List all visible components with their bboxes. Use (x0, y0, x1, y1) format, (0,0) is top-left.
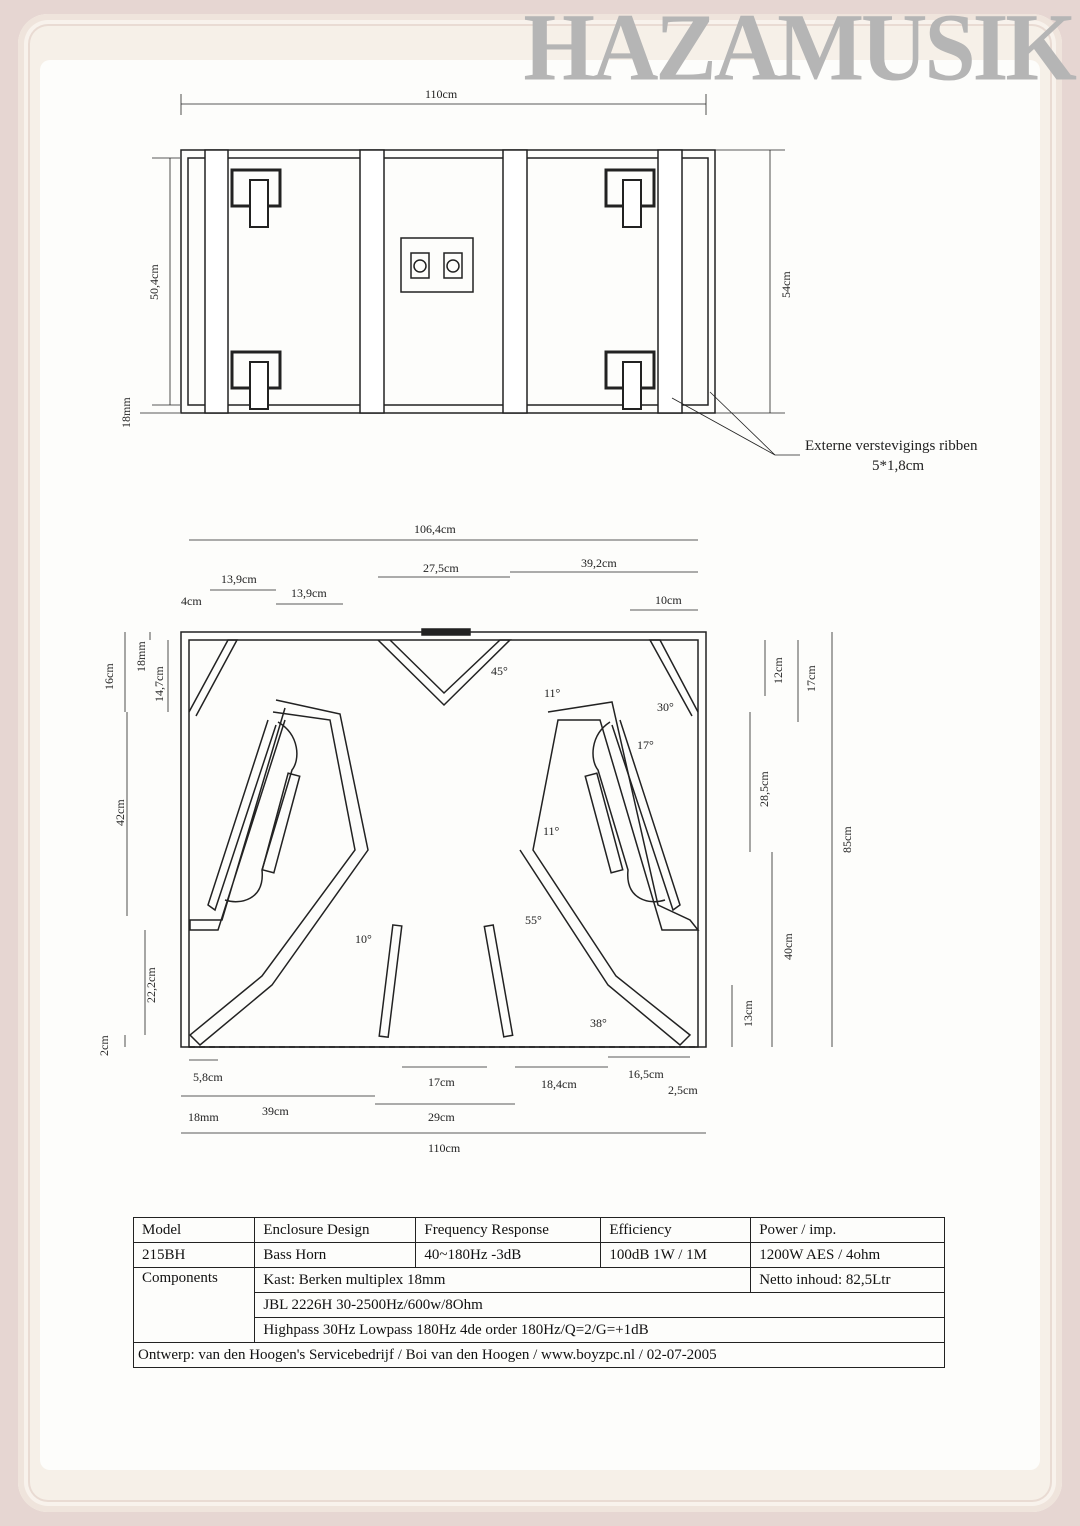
dimension-label: 110cm (428, 1141, 461, 1155)
dimension-label: 39cm (262, 1104, 289, 1118)
dimension-label: 55° (525, 913, 542, 927)
top-view (140, 94, 800, 455)
spec-table (133, 1217, 945, 1368)
dimension-label: 10° (355, 932, 372, 946)
rib (658, 150, 682, 413)
header-model: Model (134, 1218, 255, 1243)
value-frequency: 40~180Hz -3dB (416, 1243, 601, 1268)
dimension-label: 13,9cm (291, 586, 327, 600)
rib (360, 150, 384, 413)
dimension-label: 18mm (119, 397, 133, 428)
value-efficiency: 100dB 1W / 1M (601, 1243, 751, 1268)
component-filter: Highpass 30Hz Lowpass 180Hz 4de order 180Hz/Q=2/G=+1dB (255, 1318, 945, 1343)
dimension-label: 29cm (428, 1110, 455, 1124)
dimension-label: 16cm (102, 663, 116, 690)
dimension-label: 54cm (779, 271, 793, 298)
dimension-labels (97, 87, 978, 1155)
value-model: 215BH (134, 1243, 255, 1268)
component-driver: JBL 2226H 30-2500Hz/600w/8Ohm (255, 1293, 945, 1318)
dimension-label: Externe verstevigings ribben (805, 438, 978, 454)
header-power: Power / imp. (751, 1218, 945, 1243)
logo: HAZAMUSIK (523, 0, 1074, 101)
header-frequency: Frequency Response (416, 1218, 601, 1243)
dimension-label: 13cm (741, 1000, 755, 1027)
dimension-label: 45° (491, 664, 508, 678)
rib (205, 150, 228, 413)
dimension-label: 30° (657, 700, 674, 714)
dimension-label: 39,2cm (581, 556, 617, 570)
dimension-label: 16,5cm (628, 1067, 664, 1081)
dimension-label: 10cm (655, 593, 682, 607)
header-efficiency: Efficiency (601, 1218, 751, 1243)
dimension-label: 50,4cm (147, 264, 161, 300)
dimension-label: 17cm (428, 1075, 455, 1089)
value-enclosure: Bass Horn (255, 1243, 416, 1268)
dimension-label: 5,8cm (193, 1070, 223, 1084)
dimension-label: 18mm (188, 1110, 219, 1124)
dimension-label: 12cm (771, 657, 785, 684)
header-enclosure: Enclosure Design (255, 1218, 416, 1243)
table-row (134, 1293, 945, 1318)
table-row (134, 1268, 945, 1293)
dimension-label: 4cm (181, 594, 202, 608)
dimension-label: 42cm (113, 799, 127, 826)
dimension-label: 106,4cm (414, 522, 456, 536)
netto-volume: Netto inhoud: 82,5Ltr (751, 1268, 945, 1293)
dimension-label: 110cm (425, 87, 458, 101)
dimension-label: 18mm (134, 641, 148, 672)
table-row (134, 1318, 945, 1343)
dimension-label: 11° (543, 824, 560, 838)
dimension-label: 22,2cm (144, 967, 158, 1003)
dimension-label: 14,7cm (152, 666, 166, 702)
dimension-label: 2cm (97, 1035, 111, 1056)
components-label: Components (134, 1268, 255, 1343)
dimension-label: 28,5cm (757, 771, 771, 807)
dimension-label: 17° (637, 738, 654, 752)
dimension-label: 85cm (840, 826, 854, 853)
dimension-label: 17cm (804, 665, 818, 692)
dimension-label: 13,9cm (221, 572, 257, 586)
dimension-label: 18,4cm (541, 1077, 577, 1091)
dimension-label: 11° (544, 686, 561, 700)
rib (503, 150, 527, 413)
table-row (134, 1218, 945, 1243)
component-cabinet: Kast: Berken multiplex 18mm (255, 1268, 751, 1293)
table-row (134, 1343, 945, 1368)
dimension-label: 27,5cm (423, 561, 459, 575)
section-view (125, 540, 832, 1133)
value-power: 1200W AES / 4ohm (751, 1243, 945, 1268)
design-credit: Ontwerp: van den Hoogen's Servicebedrijf / Boi van den Hoogen / www.boyzpc.nl / 02-07-2005 (134, 1343, 945, 1368)
dimension-label: 38° (590, 1016, 607, 1030)
dimension-label: 40cm (781, 933, 795, 960)
table-row (134, 1243, 945, 1268)
dimension-label: 2,5cm (668, 1083, 698, 1097)
handle-icon (232, 170, 654, 409)
dimension-label: 5*1,8cm (872, 458, 925, 474)
